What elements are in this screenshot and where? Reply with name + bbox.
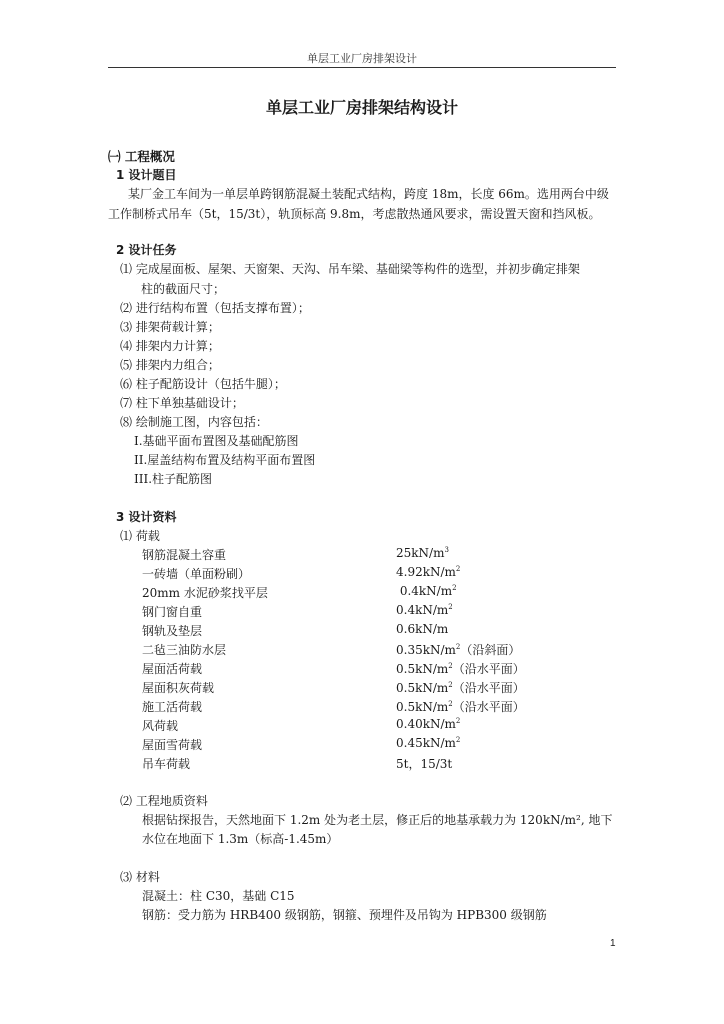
drawing-item: II.屋盖结构布置及结构平面布置图 <box>134 453 316 467</box>
drawing-item: I.基础平面布置图及基础配筋图 <box>134 434 299 448</box>
task-item: ⑹ 柱子配筋设计（包括牛腿）； <box>120 377 286 391</box>
materials-heading: ⑶ 材料 <box>120 870 160 884</box>
load-name: 20mm 水泥砂浆找平层 <box>142 586 268 600</box>
load-value: $0.4kN/m^2$ <box>396 603 453 617</box>
task-item: ⑴ 完成屋面板、屋架、天窗架、天沟、吊车梁、基础梁等构件的选型，并初步确定排架 <box>120 262 580 276</box>
document-title: 单层工业厂房排架结构设计 <box>265 98 458 117</box>
load-name: 吊车荷载 <box>142 757 191 771</box>
geology-heading: ⑵ 工程地质资料 <box>120 794 208 808</box>
load-value: $0.4kN/m^2$ <box>396 584 457 598</box>
task-item: ⑸ 排架内力组合； <box>120 358 220 372</box>
geology-line2: 水位在地面下 1.3m（标高-1.45m） <box>142 832 339 846</box>
load-name: 钢门窗自重 <box>142 605 203 619</box>
load-value: $0.5kN/m^2$（沿水平面） <box>396 700 525 714</box>
drawing-item: III.柱子配筋图 <box>134 472 213 486</box>
task-item: ⑻ 绘制施工图，内容包括： <box>120 415 268 429</box>
section-heading-overview: ㈠ 工程概况 <box>108 149 175 164</box>
load-name: 施工活荷载 <box>142 700 203 714</box>
load-name: 一砖墙（单面粉刷） <box>142 567 251 581</box>
load-value: $0.45kN/m^2$ <box>396 736 461 750</box>
materials-steel: 钢筋：受力筋为 HRB400 级钢筋，钢箍、预埋件及吊钩为 HPB300 级钢筋 <box>142 908 547 922</box>
load-name: 二毡三油防水层 <box>142 643 227 657</box>
load-value: $0.5kN/m^2$（沿水平面） <box>396 681 525 695</box>
page-number: 1 <box>610 938 616 949</box>
load-value: $0.40kN/m^2$ <box>396 717 461 731</box>
subheading-design-data: 3 设计资料 <box>116 510 177 524</box>
topic-paragraph-line2: 工作制桥式吊车（5t，15/3t），轨顶标高 9.8m，考虑散热通风要求，需设置天窗和挡风板。 <box>108 207 601 221</box>
load-name: 屋面活荷载 <box>142 662 203 676</box>
load-name: 风荷载 <box>142 719 179 733</box>
topic-paragraph-line1: 某厂金工车间为一单层单跨钢筋混凝土装配式结构，跨度 18m，长度 66m。选用两台中级 <box>128 187 609 201</box>
load-value: $0.35kN/m^2$（沿斜面） <box>396 643 521 657</box>
load-value: $25kN/m^3$ <box>396 546 449 560</box>
running-header: 单层工业厂房排架设计 <box>307 52 417 65</box>
load-name: 屋面雪荷载 <box>142 738 203 752</box>
load-value: 5t，15/3t <box>396 757 453 771</box>
task-item-continuation: 柱的截面尺寸； <box>141 282 226 296</box>
load-value: 0.6kN/m <box>396 622 449 636</box>
header-rule <box>108 67 616 68</box>
load-name: 钢筋混凝土容重 <box>142 548 227 562</box>
geology-line1: 根据钻探报告，天然地面下 1.2m 处为老土层，修正后的地基承载力为 120kN/m², 地下 <box>142 813 613 827</box>
load-value: $0.5kN/m^2$（沿水平面） <box>396 662 525 676</box>
subheading-design-topic: 1 设计题目 <box>116 168 177 182</box>
subheading-design-tasks: 2 设计任务 <box>116 243 177 257</box>
loads-heading: ⑴ 荷载 <box>120 529 160 543</box>
task-item: ⑶ 排架荷载计算； <box>120 320 220 334</box>
load-name: 钢轨及垫层 <box>142 624 203 638</box>
load-name: 屋面积灰荷载 <box>142 681 215 695</box>
load-value: $4.92kN/m^2$ <box>396 565 461 579</box>
materials-concrete: 混凝土：柱 C30，基础 C15 <box>142 889 295 903</box>
task-item: ⑵ 进行结构布置（包括支撑布置）； <box>120 301 310 315</box>
task-item: ⑷ 排架内力计算； <box>120 339 220 353</box>
task-item: ⑺ 柱下单独基础设计； <box>120 396 244 410</box>
